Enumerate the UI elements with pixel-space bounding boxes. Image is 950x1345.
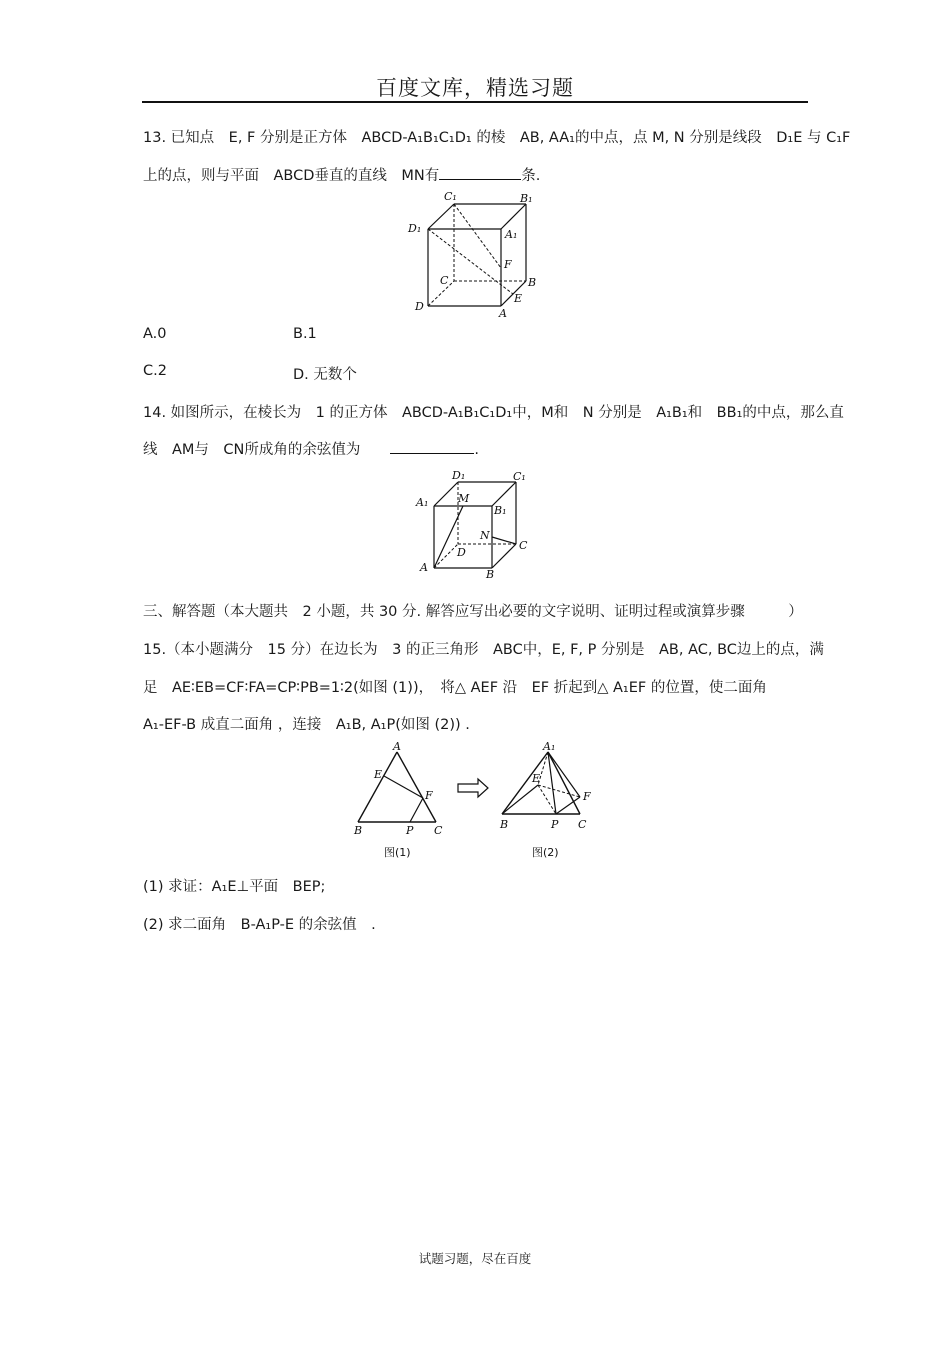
q13-label: A <box>499 307 507 320</box>
q13-label: C <box>440 274 449 287</box>
q13-label: F <box>504 258 512 271</box>
q13-line2-end: 条. <box>521 168 541 184</box>
q13-label: E <box>514 292 523 305</box>
q13-line2-text: 上的点，则与平面 ABCD垂直的直线 MN有 <box>143 168 440 184</box>
q14-label: N <box>480 529 490 542</box>
q15-figure-2 <box>499 740 591 859</box>
q13-option-d: D. 无数个 <box>293 367 357 383</box>
q15-fig2-label: C <box>578 818 587 831</box>
q15-line2: 足 AE∶EB=CF∶FA=CP∶PB=1∶2(如图 (1))， 将△ AEF 沿 EF 折起到△ A₁EF 的位置，使二面角 <box>143 680 767 696</box>
q13-answer-blank <box>439 178 521 180</box>
page-footer: 试题习题，尽在百度 <box>418 1251 532 1266</box>
q15-fig1-label: F <box>425 789 433 802</box>
q14-label: A <box>420 561 428 574</box>
q13-label: A₁ <box>505 228 518 241</box>
q13-label: D₁ <box>408 222 422 235</box>
arrow-icon <box>458 779 488 797</box>
q15-fig2-label: F <box>583 790 591 803</box>
q13-label: B₁ <box>520 192 533 205</box>
q15-figures <box>350 740 595 862</box>
q15-fig1-label: C <box>434 824 443 837</box>
header-divider <box>142 101 808 103</box>
q14-line2-end: . <box>474 442 480 458</box>
q14-label: C <box>519 539 528 552</box>
q15-fig2-caption: 图(2) <box>532 846 559 859</box>
section-heading: 三、解答题（本大题共 2 小题，共 30 分. 解答应写出必要的文字说明、证明过程或演算步骤 ） <box>143 604 803 620</box>
q15-figure-1 <box>353 740 443 859</box>
q14-label: D <box>457 546 466 559</box>
q14-label: B <box>486 568 495 581</box>
q13-option-a: A.0 <box>143 326 167 342</box>
q15-line1: 15.（本小题满分 15 分）在边长为 3 的正三角形 ABC中，E, F, P 分别是 AB, AC, BC边上的点，满 <box>143 642 824 658</box>
q13-cube-figure <box>400 188 550 320</box>
q15-line3: A₁-EF-B 成直二面角 ，连接 A₁B, A₁P(如图 (2)) . <box>143 717 470 733</box>
q15-sub2: (2) 求二面角 B-A₁P-E 的余弦值 . <box>143 917 376 933</box>
q13-label: C₁ <box>444 190 457 203</box>
q14-line1: 14. 如图所示，在棱长为 1 的正方体 ABCD-A₁B₁C₁D₁中，M和 N 分别是 A₁B₁和 BB₁的中点，那么直 <box>143 405 844 421</box>
q13-line1: 13. 已知点 E, F 分别是正方体 ABCD-A₁B₁C₁D₁ 的棱 AB, AA₁的中点，点 M, N 分别是线段 D₁E 与 C₁F <box>143 130 851 146</box>
q13-option-c: C.2 <box>143 363 167 379</box>
q14-cube-figure <box>410 470 550 582</box>
page-title: 百度文库，精选习题 <box>376 76 574 100</box>
q13-label: B <box>528 276 537 289</box>
q13-line2 <box>143 164 540 185</box>
q15-fig2-label: E <box>532 772 541 785</box>
q13-option-b: B.1 <box>293 326 317 342</box>
q15-sub1: (1) 求证：A₁E⊥平面 BEP; <box>143 879 326 895</box>
q15-fig1-label: B <box>354 824 363 837</box>
q14-label: C₁ <box>513 470 526 483</box>
q14-line2 <box>143 438 479 459</box>
q13-label: D <box>415 300 424 313</box>
q15-fig2-label: P <box>551 818 559 831</box>
q15-fig2-label: A₁ <box>543 740 556 753</box>
q15-fig1-label: A <box>393 740 401 753</box>
q15-fig1-label: P <box>406 824 414 837</box>
q14-label: A₁ <box>416 496 429 509</box>
q14-label: B₁ <box>494 504 507 517</box>
q14-answer-blank <box>390 452 474 454</box>
q15-fig1-label: E <box>374 768 383 781</box>
q15-fig1-caption: 图(1) <box>384 846 411 859</box>
q14-line2-text: 线 AM与 CN所成角的余弦值为 <box>143 442 361 458</box>
q14-label: D₁ <box>452 470 466 482</box>
q14-label: M <box>458 492 470 505</box>
q15-fig2-label: B <box>500 818 509 831</box>
